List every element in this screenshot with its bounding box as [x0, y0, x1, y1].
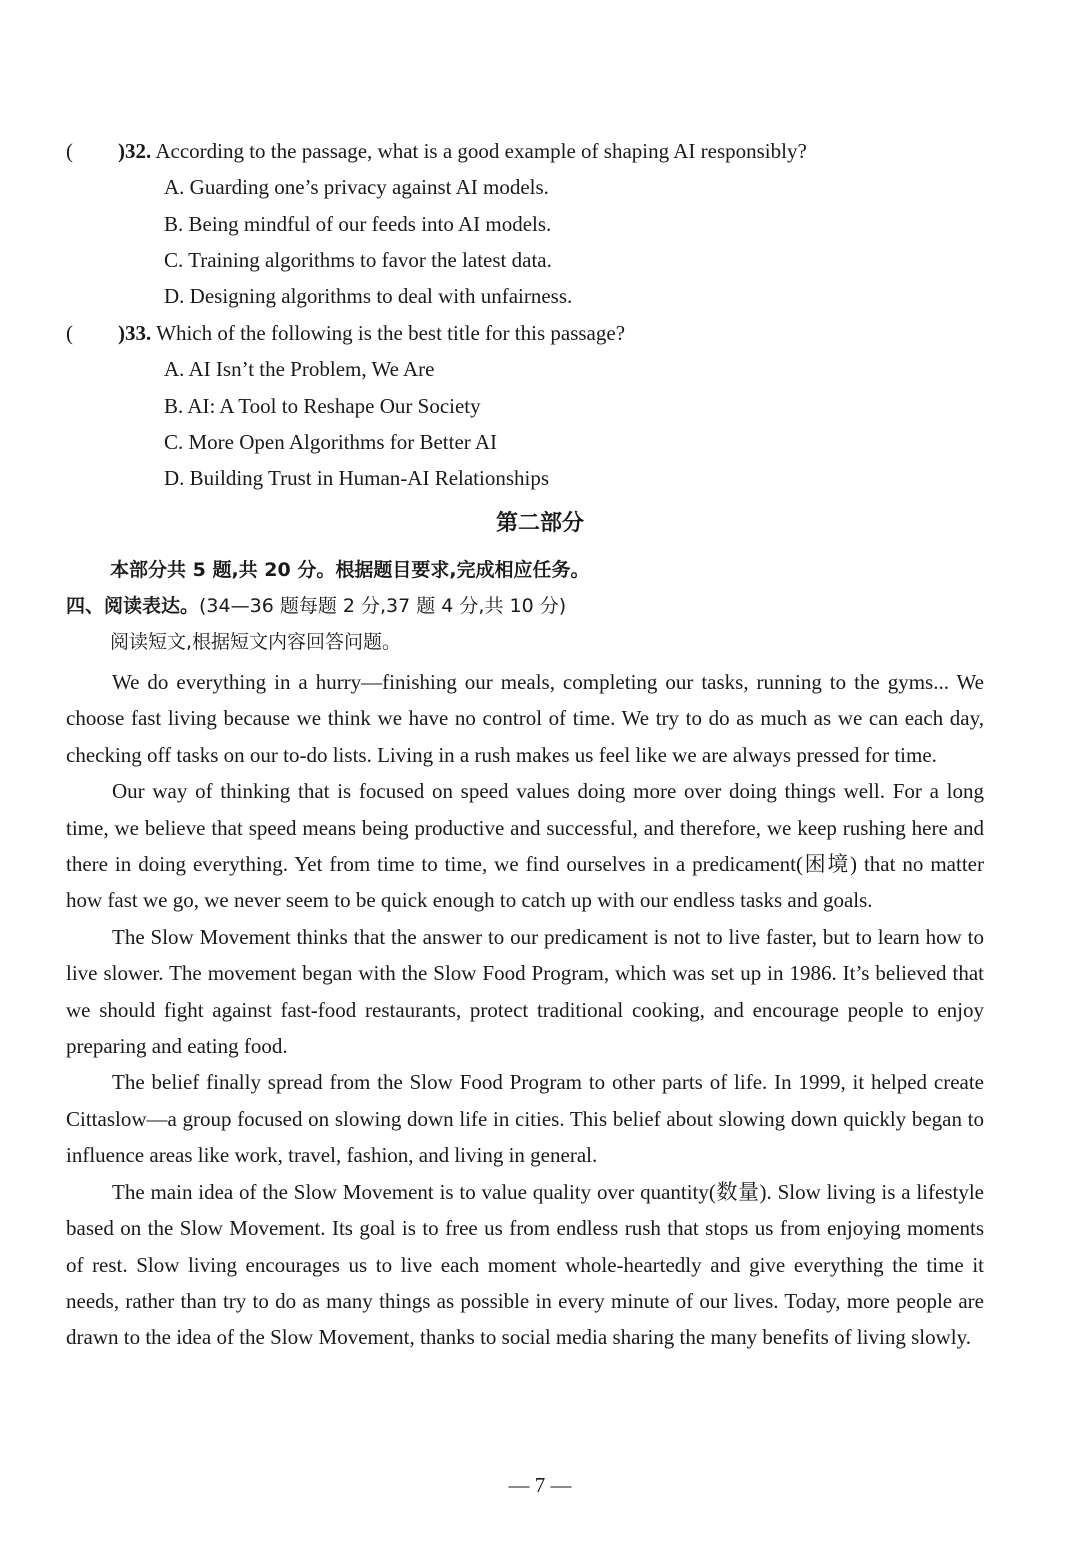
question-33-option-c: C. More Open Algorithms for Better AI: [164, 430, 498, 454]
part-two-instruction: 本部分共 5 题,共 20 分。根据题目要求,完成相应任务。: [110, 559, 590, 581]
question-33-text: Which of the following is the best title for this passage?: [151, 321, 626, 345]
question-32-option-b: B. Being mindful of our feeds into AI models.: [164, 212, 552, 236]
question-33-number: )33.: [118, 321, 152, 345]
reading-passage: [66, 664, 984, 1356]
question-32-number: )32.: [118, 139, 152, 163]
part-two-title: 第二部分: [495, 511, 584, 536]
question-32-option-d: D. Designing algorithms to deal with unfairness.: [164, 284, 573, 308]
question-33-stem: [66, 320, 625, 346]
section-four-heading: 四、阅读表达。: [66, 595, 200, 617]
question-32-option-c: C. Training algorithms to favor the latest data.: [164, 248, 552, 272]
question-32-text: According to the passage, what is a good example of shaping AI responsibly?: [151, 139, 807, 163]
question-32-option-a: A. Guarding one’s privacy against AI models.: [164, 175, 549, 199]
reading-directions: 阅读短文,根据短文内容回答问题。: [110, 631, 402, 653]
question-33-option-d: D. Building Trust in Human-AI Relationships: [164, 466, 550, 490]
section-four-heading-line: [66, 593, 566, 619]
question-33-option-a: A. AI Isn’t the Problem, We Are: [164, 357, 435, 381]
passage-paragraph-5: The main idea of the Slow Movement is to value quality over quantity(数量). Slow living is a lifestyle based on the Slow Movement. Its goal is to free us from endless rush that stops us from enjoying moments of rest. Slow living encourages us to live each moment whole-heartedly and give everything the time it needs, rather than try to do as many things as possible in every minute of our lives. Today, more people are drawn to the idea of the Slow Movement, thanks to social media sharing the many benefits of living slowly.: [66, 1179, 984, 1350]
section-four-scoring: (34—36 题每题 2 分,37 题 4 分,共 10 分): [199, 595, 567, 617]
passage-paragraph-4: The belief finally spread from the Slow Food Program to other parts of life. In 1999, it helped create Cittaslow—a group focused on slowing down life in cities. This belief about slowing down quickly began to influence areas like work, travel, fashion, and living in general.: [66, 1070, 984, 1168]
answer-bracket-32[interactable]: (: [66, 139, 73, 163]
passage-paragraph-2: Our way of thinking that is focused on speed values doing more over doing things well. For a long time, we believe that speed means being productive and successful, and therefore, we keep rushing here and there in doing everything. Yet from time to time, we find ourselves in a predicament(困境) that no matter how fast we go, we never seem to be quick enough to catch up with our endless tasks and goals.: [66, 779, 984, 913]
passage-paragraph-3: The Slow Movement thinks that the answer to our predicament is not to live faster, but to learn how to live slower. The movement began with the Slow Food Program, which was set up in 1986. It’s believed that we should fight against fast-food restaurants, protect traditional cooking, and encourage people to enjoy preparing and eating food.: [66, 924, 984, 1059]
passage-paragraph-1: We do everything in a hurry—finishing our meals, completing our tasks, running to the gyms... We choose fast living because we think we have no control of time. We try to do as much as we can each day, checking off tasks on our to-do lists. Living in a rush makes us feel like we are always pressed for time.: [66, 670, 984, 767]
answer-bracket-33[interactable]: (: [66, 321, 73, 345]
question-32-stem: [66, 138, 807, 164]
page-number: — 7 —: [508, 1473, 572, 1497]
question-33-option-b: B. AI: A Tool to Reshape Our Society: [164, 394, 481, 418]
